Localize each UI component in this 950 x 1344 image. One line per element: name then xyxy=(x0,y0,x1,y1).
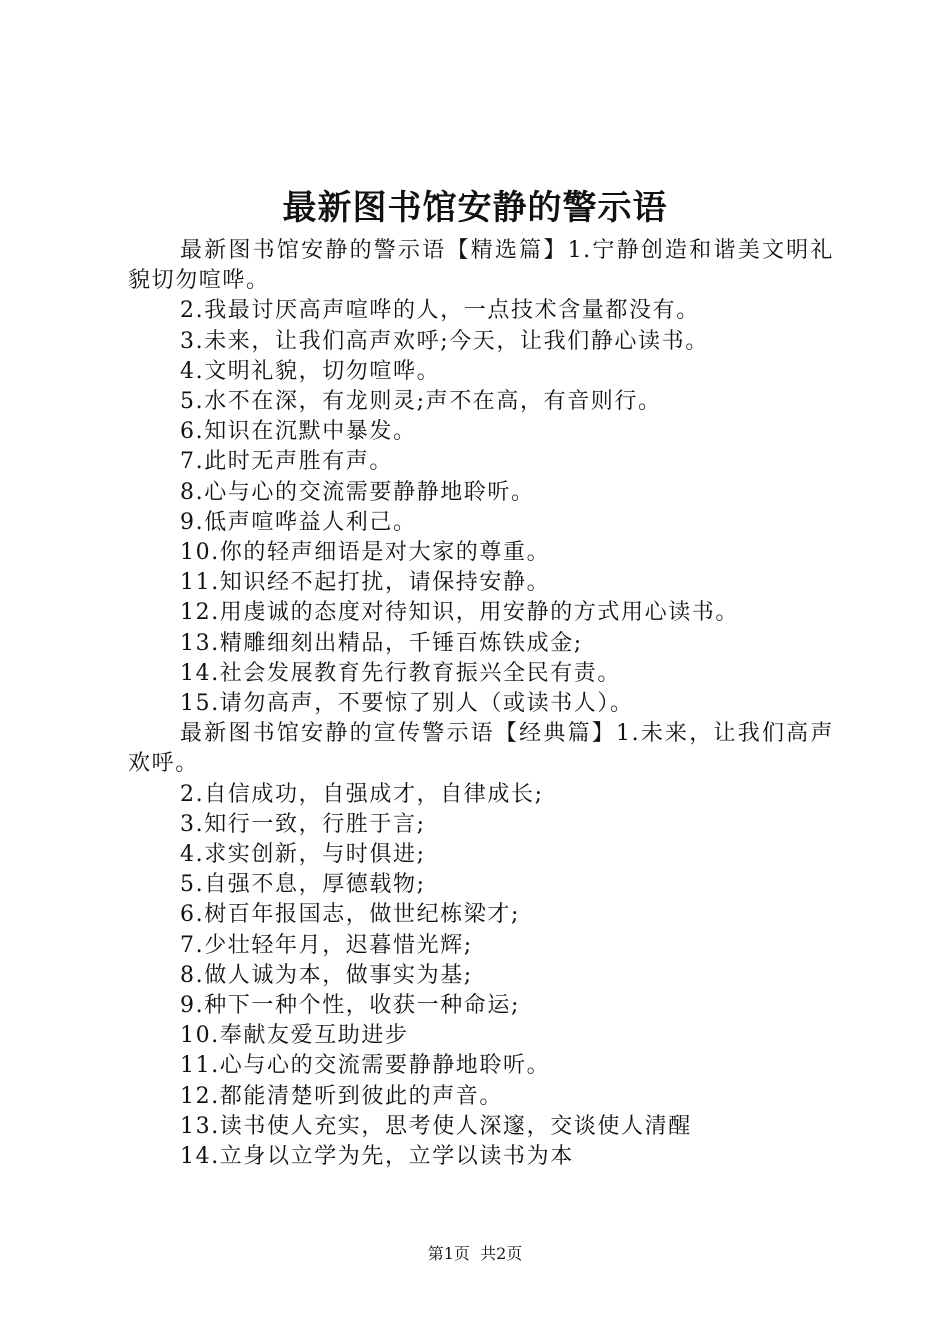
section-2-item: 5.自强不息，厚德载物; xyxy=(180,872,426,898)
section-1-item: 2.我最讨厌高声喧哗的人，一点技术含量都没有。 xyxy=(180,298,700,324)
section-2-item: 14.立身以立学为先，立学以读书为本 xyxy=(180,1144,574,1170)
document-title: 最新图书馆安静的警示语 xyxy=(282,188,668,228)
section-1-item: 9.低声喧哗益人利己。 xyxy=(180,509,417,535)
section-2-item: 2.自信成功，自强成才，自律成长; xyxy=(180,781,544,807)
section-1-item: 11.知识经不起打扰，请保持安静。 xyxy=(180,570,551,596)
section-1-item: 6.知识在沉默中暴发。 xyxy=(180,419,417,445)
section-2-item: 12.都能清楚听到彼此的声音。 xyxy=(180,1083,503,1109)
section-1-item: 8.心与心的交流需要静静地聆听。 xyxy=(180,479,535,505)
section-1-item: 3.未来，让我们高声欢呼;今天，让我们静心读书。 xyxy=(180,328,709,354)
section-2-item: 7.少壮轻年月，迟暮惜光辉; xyxy=(180,932,473,958)
section-2-item: 4.求实创新，与时俱进; xyxy=(180,842,426,868)
section-2-item: 10.奉献友爱互助进步 xyxy=(180,1023,409,1049)
section-2-item: 3.知行一致，行胜于言; xyxy=(180,811,426,837)
page-total: 共2页 xyxy=(480,1244,523,1263)
section-2-item: 9.种下一种个性，收获一种命运; xyxy=(180,993,521,1019)
section-2-intro: 最新图书馆安静的宣传警示语【经典篇】1.未来，让我们高声欢呼。 xyxy=(128,721,834,777)
section-1-intro: 最新图书馆安静的警示语【精选篇】1.宁静创造和谐美文明礼貌切勿喧哗。 xyxy=(128,238,834,294)
section-1-item: 4.文明礼貌，切勿喧哗。 xyxy=(180,358,441,384)
section-2-item: 13.读书使人充实，思考使人深邃，交谈使人清醒 xyxy=(180,1113,692,1139)
section-2-item: 8.做人诚为本，做事实为基; xyxy=(180,962,473,988)
page-number: 第1页 xyxy=(427,1244,470,1263)
section-2-item: 6.树百年报国志，做世纪栋梁才; xyxy=(180,902,521,928)
document-body xyxy=(128,236,834,1172)
section-1-item: 5.水不在深，有龙则灵;声不在高，有音则行。 xyxy=(180,389,662,415)
page-footer xyxy=(0,1242,950,1266)
footer-spacer xyxy=(470,1244,480,1263)
section-1-item: 7.此时无声胜有声。 xyxy=(180,449,393,475)
section-1-item: 14.社会发展教育先行教育振兴全民有责。 xyxy=(180,660,621,686)
section-1-item: 12.用虔诚的态度对待知识，用安静的方式用心读书。 xyxy=(180,600,739,626)
section-1-item: 10.你的轻声细语是对大家的尊重。 xyxy=(180,540,551,566)
section-1-item: 13.精雕细刻出精品，千锤百炼铁成金; xyxy=(180,630,583,656)
section-2-item: 11.心与心的交流需要静静地聆听。 xyxy=(180,1053,551,1079)
section-1-item: 15.请勿高声，不要惊了别人（或读书人）。 xyxy=(180,691,634,717)
